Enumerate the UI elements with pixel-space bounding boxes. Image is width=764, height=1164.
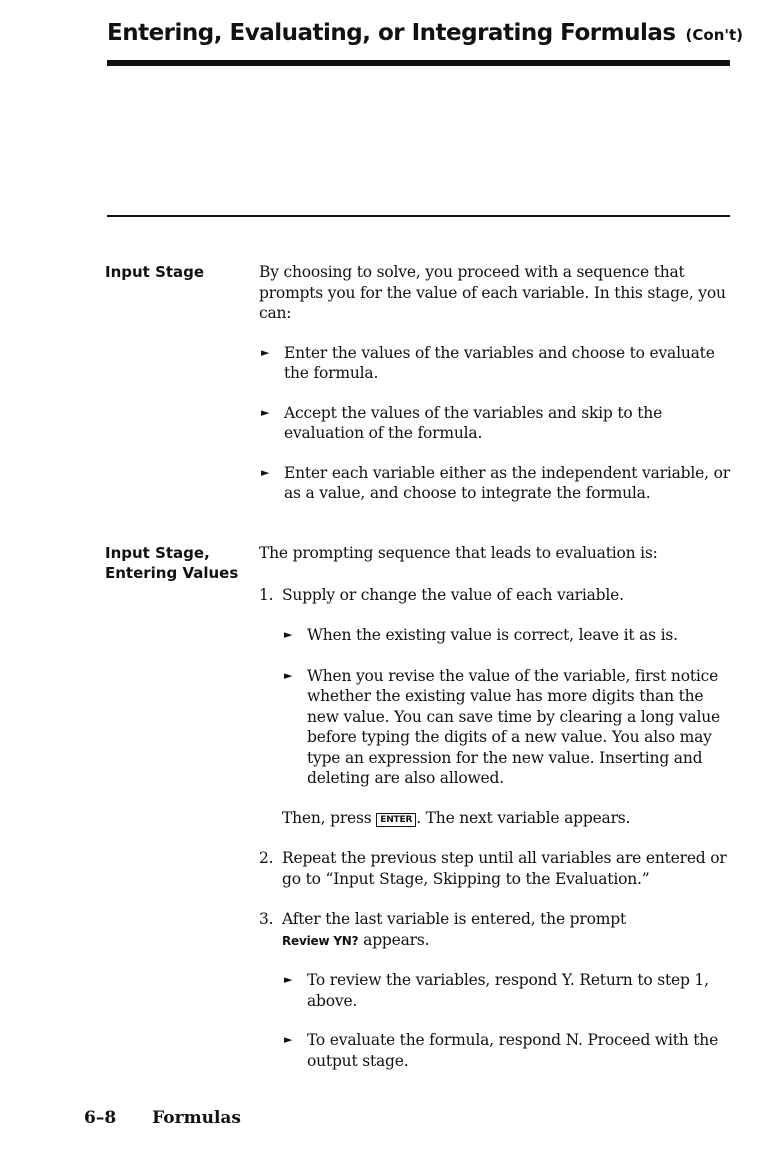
section2-intro: The prompting sequence that leads to evaluation is: bbox=[259, 544, 658, 562]
footer-title: Formulas bbox=[152, 1108, 241, 1128]
bullet-arrow-icon: ► bbox=[261, 345, 270, 359]
page-number: 6–8 bbox=[84, 1108, 117, 1128]
bullet-arrow-icon: ► bbox=[284, 1033, 293, 1046]
header-title: Entering, Evaluating, or Integrating Formulas bbox=[107, 20, 676, 46]
section1-bullet: ► Enter the values of the variables and choose to evaluate the formula. bbox=[261, 343, 715, 382]
section1-bullet: ► Enter each variable either as the independent variable, or as a value, and choose to integrate the formula. bbox=[261, 463, 730, 502]
side-label-input-stage: Input Stage bbox=[105, 263, 205, 281]
enter-key-icon: ENTER bbox=[376, 813, 416, 827]
bullet-arrow-icon: ► bbox=[261, 405, 270, 419]
header-continued: (Con't) bbox=[685, 26, 744, 44]
bullet-arrow-icon: ► bbox=[261, 465, 270, 479]
step3-bullet: ► To evaluate the formula, respond N. Proceed with the output stage. bbox=[284, 1031, 719, 1070]
section1-bullet: ► Accept the values of the variables and skip to the evaluation of the formula. bbox=[261, 403, 663, 442]
step-3: 3. After the last variable is entered, the prompt Review YN? appears. ► To review the variables, respond Y. Return to step 1, above. ► To evaluate the formula, respond N. Proceed with the output stage. bbox=[259, 909, 734, 1071]
bullet-arrow-icon: ► bbox=[284, 668, 293, 682]
step3-bullet: ► To review the variables, respond Y. Return to step 1, above. bbox=[284, 971, 709, 1010]
section-input-stage bbox=[259, 262, 734, 504]
section-entering-values bbox=[259, 543, 734, 1071]
step1-bullet: ► When the existing value is correct, leave it as is. bbox=[284, 626, 678, 644]
header-rule bbox=[107, 60, 730, 66]
section-rule bbox=[107, 215, 730, 217]
step-2: 2. Repeat the previous step until all variables are entered or go to “Input Stage, Skipping to the Evaluation.” bbox=[259, 849, 727, 888]
step1-then: Then, press ENTER . The next variable appears. bbox=[282, 808, 631, 827]
bullet-arrow-icon: ► bbox=[284, 628, 293, 641]
bullet-arrow-icon: ► bbox=[284, 973, 293, 986]
section1-intro: By choosing to solve, you proceed with a sequence that prompts you for the value of each variable. In this stage, you can: bbox=[259, 263, 726, 322]
step-1: 1. Supply or change the value of each variable. ► When the existing value is correct, leave it as is. ► When you revise the value of the variable, first notice whether the existing value has more digits than the new value. You can save time by clearing a long value before typing the digits of a new value. You also may type an expression for the new value. Inserting and deleting are also allowed. Then, press ENTER . The next variable appears. bbox=[259, 585, 734, 829]
side-label-entering-values: Input Stage, Entering Values bbox=[105, 544, 239, 582]
page-footer bbox=[84, 1108, 241, 1128]
page-header bbox=[107, 20, 743, 46]
step1-bullet: ► When you revise the value of the variable, first notice whether the existing value has more digits than the new value. You can save time by clearing a long value before typing the digits of a new value. You also may type an expression for the new value. Inserting and deleting are also allowed. bbox=[284, 666, 720, 787]
review-prompt: Review YN? bbox=[282, 933, 359, 948]
